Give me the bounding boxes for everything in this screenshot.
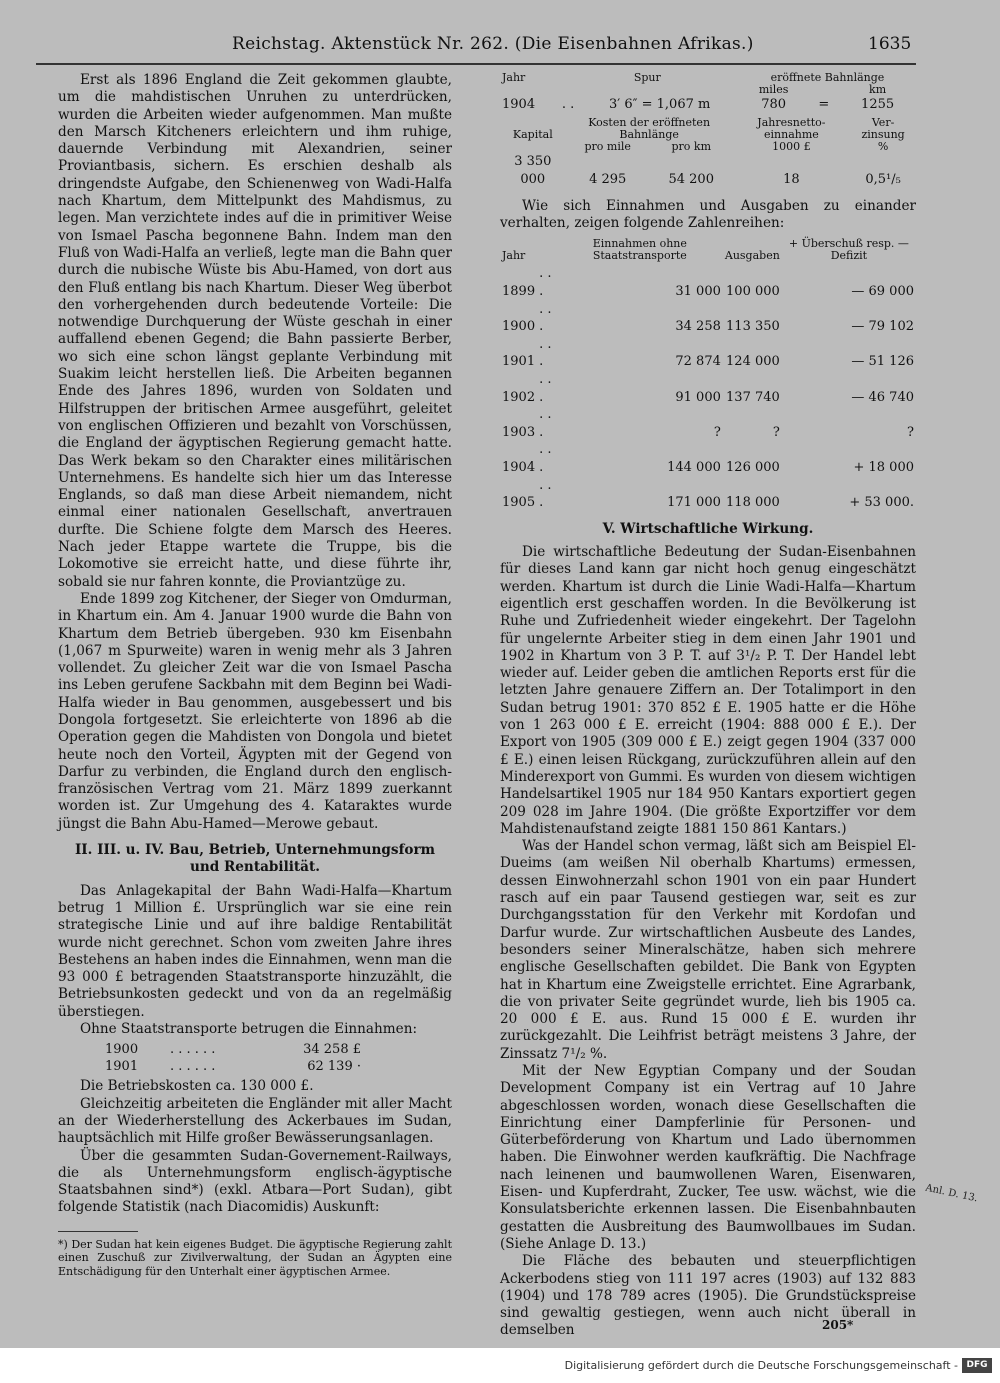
page-number: 1635	[868, 34, 912, 54]
paragraph: Was der Handel schon vermag, läßt sich am Beispiel El-Dueims (am weißen Nil oberhalb Khartums) ermessen, dessen Einwohnerzahl schon 1901 von ein paar Hundert rasch auf ein paar Tausend gestiegen war, seit es zur Durchgangsstation für den Verkehr mit Kordofan und Darfur wurde. Zur wirtschaftlichen Ausbeute des Landes, besonders seiner Mineralschätze, haben sich mehrere englische Gesellschaften gebildet. Die Bank von Egypten hat in Khartum eine Zweigstelle errichtet. Eine Agrarbank, die von privater Seite gegründet wurde, lieh bis 1905 ca. 20 000 £ E. aus. Rund 15 000 £ E. wurden ihr zurückgezahlt. Die Leihfrist beträgt meistens 3 Jahre, der Zinssatz 7¹/₂ %.	[500, 838, 916, 1062]
paragraph: Ohne Staatstransporte betrugen die Einnahmen:	[80, 1021, 418, 1038]
ausgaben-cell: 124 000	[726, 354, 780, 370]
saldo-cell: ?	[907, 424, 914, 440]
footnote: *) Der Sudan hat kein eigenes Budget. Die ägyptische Regierung zahlt einen Zuschuß zur Zivilverwaltung, der Sudan an Ägypten eine Entschädigung für den Unterhalt einer ägyptischen Armee.	[58, 1237, 452, 1278]
dfg-logo-icon: DFG	[962, 1358, 992, 1373]
pro-km-cell: 54 200	[668, 171, 714, 187]
verzinsung-cell: 0,5¹/₅	[865, 171, 901, 187]
dots-cell: . . .	[539, 336, 552, 370]
ausgaben-cell: 126 000	[726, 460, 780, 476]
ausgaben-cell: ?	[772, 424, 780, 440]
year-cell: 1902	[502, 389, 536, 405]
year-cell: 1904	[502, 460, 536, 476]
railway-stats-table	[500, 72, 916, 113]
header-cell: Spur	[633, 71, 661, 84]
section-heading: II. III. u. IV. Bau, Betrieb, Unternehmungsform und Rentabilität.	[74, 842, 436, 876]
year-cell: 1904	[502, 97, 536, 112]
footnote-rule	[58, 1231, 138, 1232]
paragraph: Das Anlagekapital der Bahn Wadi-Halfa—Khartum betrug 1 Million £. Ursprünglich war sie eine rein strategische Linie und auf ihre baldige Rentabilität wurde nicht gerechnet. Schon vom zweiten Jahre ihres Bestehens an haben indes die Einnahmen, wenn man die 93 000 £ betragenden Staatstransporte hinzuzählt, die Betriebsunkosten gedeckt und von da an regelmäßig überstiegen.	[58, 882, 452, 1020]
km-cell: 1255	[861, 97, 895, 112]
table-row	[103, 1058, 363, 1075]
einnahmen-cell: 34 258	[675, 319, 721, 335]
revenue-table	[500, 238, 916, 511]
paragraph: Die wirtschaftliche Bedeutung der Sudan-Eisenbahnen für dieses Land kann gar nicht hoch genug eingeschätzt werden. Khartum ist durch die Linie Wadi-Halfa—Khartum eigentlich erst geschaffen worden. In die Bevölkerung ist Ruhe und Zufriedenheit wieder eingekehrt. Der Tagelohn für ungelernte Arbeiter stieg in dem einen Jahr 1901 und 1902 in Khartum von 3 P. T. auf 3¹/₂ P. T. Der Handel lebt wieder auf. Leider geben die amtlichen Reports erst für die letzten Jahre genauere Ziffern an. Der Totalimport in den Sudan betrug 1901: 370 852 £ E. 1905 hatte er die Höhe von 1 263 000 £ E. erreicht (1904: 888 000 £ E.). Der Export von 1905 (309 000 £ E.) zeigt gegen 1904 (337 000 £ E.) einen leisen Rückgang, zurückzuführen allein auf den Minderexport von Gummi. Es wurden von diesem wichtigen Handelsartikel 1905 nur 184 950 Kantars exportiert gegen 209 028 im Jahre 1904. (Die größte Exportziffer vor dem Mahdistenaufstand zeigte 1881 150 861 Kantars.)	[500, 544, 916, 837]
header-cell: pro mile	[584, 140, 631, 154]
capital-table	[500, 117, 916, 188]
dots-cell: . . . . . .	[169, 1059, 216, 1075]
table-row	[500, 477, 916, 512]
table-row	[500, 406, 916, 441]
table-header-row	[500, 84, 916, 96]
dots-cell: . . .	[539, 407, 552, 440]
table-row	[500, 301, 916, 336]
table-row	[500, 371, 916, 406]
einnahmen-cell: 72 874	[675, 354, 721, 370]
einnahmen-cell: ?	[713, 424, 721, 440]
year-cell: 1900	[105, 1042, 139, 1058]
table-header-row	[500, 117, 916, 141]
signature-mark: 205*	[822, 1318, 854, 1332]
saldo-cell: — 46 740	[851, 389, 914, 405]
dots-cell: . . .	[539, 477, 552, 511]
saldo-cell: — 69 000	[851, 284, 914, 300]
page-header	[0, 34, 1000, 64]
einnahmen-cell: 171 000	[667, 495, 721, 511]
einnahmen-cell: 31 000	[675, 284, 721, 300]
header-cell: %	[877, 140, 889, 154]
header-cell: km	[869, 83, 887, 96]
table-header-row	[500, 238, 916, 265]
footer-credit: Digitalisierung gefördert durch die Deutsche Forschungsgemeinschaft -	[564, 1359, 958, 1372]
table-row	[500, 336, 916, 371]
year-cell: 1905	[502, 495, 536, 511]
paragraph: Gleichzeitig arbeiteten die Engländer mit aller Macht an der Wiederherstellung des Ackerbaues im Sudan, hauptsächlich mit Hilfe großer Bewässerungsanlagen.	[58, 1095, 452, 1147]
year-cell: 1900	[502, 319, 536, 335]
header-title: Reichstag. Aktenstück Nr. 262. (Die Eisenbahnen Afrikas.)	[232, 34, 754, 54]
table-row	[500, 441, 916, 476]
dots-cell: . . . . . .	[169, 1042, 216, 1058]
header-cell: Kosten der eröffneten Bahnlänge	[588, 116, 711, 142]
spur-cell: 3′ 6″ = 1,067 m	[609, 97, 711, 112]
dots-cell: . . .	[539, 266, 552, 300]
header-cell: Ver-zinsung	[861, 116, 905, 142]
einnahmen-table	[103, 1041, 363, 1075]
saldo-cell: — 51 126	[851, 354, 914, 370]
saldo-cell: — 79 102	[851, 319, 914, 335]
paragraph: Über die gesammten Sudan-Governement-Railways, die als Unternehmungsform englisch-ägyptische Staatsbahnen sind*) (exkl. Atbara—Port Sudan), gibt folgende Statistik (nach Diacomidis) Auskunft:	[58, 1147, 452, 1216]
header-cell: eröffnete Bahnlänge	[770, 71, 885, 84]
header-cell: Kapital	[512, 128, 553, 142]
header-cell: Jahr	[502, 71, 526, 84]
margin-note: Anl. D. 13.	[924, 1182, 979, 1205]
ausgaben-cell: 118 000	[726, 495, 780, 511]
paragraph: Die Betriebskosten ca. 130 000 £.	[80, 1078, 314, 1095]
footer-bar	[0, 1348, 1000, 1383]
ausgaben-cell: 113 350	[726, 319, 780, 335]
paragraph: Erst als 1896 England die Zeit gekommen glaubte, um die mahdistischen Unruhen zu unterdrücken, wurden die Arbeiten wieder aufgenommen. Man mußte den Marsch Kitcheners erleichtern und ihm ruhige, dauernde Verbindung mit Alexandrien, seiner Proviantbasis, sichern. Es erschien deshalb als dringendste Aufgabe, den Schienenweg von Wadi-Halfa nach Khartum, dem Mittelpunkt des Mahdismus, zu legen. Man verzichtete indes auf die in primitiver Weise von Ismael Pascha begonnene Bahn. Indem man den Fluß von Wadi-Halfa an verließ, legte man die Bahn quer durch die nubische Wüste bis Abu-Hamed, von dort aus den Fluß entlang bis nach Khartum. Dieser Weg überbot den vorhergehenden durch bedeutende Vorteile: Die notwendige Durchquerung der Wüste geschah in einer auffallend ebenen Gegend; die Bahn passierte Berber, wo sich eine schon längst geplante Verbindung mit Suakim leicht herstellen ließ. Die Arbeiten begannen Ende des Jahres 1896, wurden von Soldaten und Hilfstruppen der britischen Armee ausgeführt, geleitet von englischen Offizieren und bezahlt von Vorschüssen, die England der ägyptischen Regierung gemacht hatte. Das Werk bekam so den Charakter eines militärischen Unternehmens. Es handelte sich hier um das Interesse Englands, so daß man diese Arbeit niemandem, nicht einmal einer nationalen Gesellschaft, anvertrauen durfte. Die Schiene folgte dem Marsch des Heeres. Nach jeder Etappe wartete die Truppe, bis die Lokomotive sie erreicht hatte, und diese führte ihr, sobald sie nur fahren konnte, die Proviantzüge zu.	[58, 72, 452, 590]
header-cell: Jahresnetto-einnahme	[757, 116, 826, 142]
table-row	[500, 153, 916, 188]
header-cell: miles	[758, 83, 789, 96]
paragraph: Die Fläche des bebauten und steuerpflichtigen Ackerbodens stieg von 111 197 acres (1903) auf 132 883 (1904) und 178 789 acres (1905). Die Grundstückspreise sind gewaltig gestiegen, wenn auch nicht überall in demselben	[500, 1253, 916, 1339]
saldo-cell: + 53 000.	[849, 495, 914, 511]
header-cell: + Überschuß resp. — Defizit	[788, 237, 909, 263]
year-cell: 1901	[502, 354, 536, 370]
year-cell: 1903	[502, 424, 536, 440]
table-row	[500, 265, 916, 300]
header-cell: Ausgaben	[724, 249, 780, 263]
equals-cell: =	[818, 97, 830, 112]
section-heading: V. Wirtschaftliche Wirkung.	[602, 520, 814, 537]
year-cell: 1901	[105, 1059, 139, 1075]
dots-cell: . . .	[539, 442, 552, 476]
dots-cell: . .	[561, 97, 575, 112]
header-cell: Jahr	[502, 249, 526, 263]
header-cell: 1000 £	[772, 140, 811, 154]
einnahmen-cell: 91 000	[675, 389, 721, 405]
pro-mile-cell: 4 295	[589, 171, 627, 187]
netto-cell: 18	[783, 171, 800, 187]
kapital-cell: 3 350 000	[514, 154, 552, 187]
value-cell: 34 258 £	[303, 1042, 361, 1058]
table-row	[500, 96, 916, 113]
value-cell: 62 139 ·	[307, 1059, 361, 1075]
header-cell: Einnahmen ohne Staatstransporte	[592, 237, 687, 263]
header-rule	[36, 63, 916, 65]
dots-cell: . . .	[539, 301, 552, 335]
table-header-row	[500, 72, 916, 84]
right-column	[500, 72, 916, 1340]
miles-cell: 780	[761, 97, 787, 112]
paragraph: Ende 1899 zog Kitchener, der Sieger von Omdurman, in Khartum ein. Am 4. Januar 1900 wurde die Bahn von Khartum dem Betrieb übergeben. 930 km Eisenbahn (1,067 m Spurweite) waren in wenig mehr als 3 Jahren vollendet. Zu gleicher Zeit war die von Ismael Pascha ins Leben gerufene Sackbahn mit dem Beginn bei Wadi-Halfa wieder in Bau genommen, ausgebessert und bis Dongola fortgesetzt. Sie erleichterte von 1896 ab die Operation gegen die Mahdisten von Dongola und bietet heute noch den Vorteil, Ägypten mit der Gegend von Darfur zu verbinden, die England durch den englisch-französischen Vertrag vom 21. März 1899 zuerkannt worden ist. Zur Umgehung des 4. Kataraktes wurde jüngst die Bahn Abu-Hamed—Merowe gebaut.	[58, 590, 452, 832]
dots-cell: . . .	[539, 372, 552, 405]
paragraph: Wie sich Einnahmen und Ausgaben zu einander verhalten, zeigen folgende Zahlenreihen:	[500, 197, 916, 232]
einnahmen-cell: 144 000	[667, 460, 721, 476]
ausgaben-cell: 137 740	[726, 389, 780, 405]
year-cell: 1899	[502, 284, 536, 300]
saldo-cell: + 18 000	[853, 460, 914, 476]
header-cell: pro km	[671, 140, 711, 154]
left-column	[58, 72, 452, 1278]
ausgaben-cell: 100 000	[726, 284, 780, 300]
paragraph: Mit der New Egyptian Company und der Soudan Development Company ist ein Vertrag auf 10 Jahre abgeschlossen worden, wonach diese Gesellschaften die Einrichtung einer Dampferlinie für Personen- und Güterbeförderung von Khartum und Lado übernommen haben. Die Einwohner werden kaufkräftig. Die Nachfrage nach leinenen und baumwollenen Waren, Eisenwaren, Eisen- und Kupferdraht, Zucker, Tee usw. wächst, wie die Konsulatsberichte erkennen lassen. Die Eisenbahnbauten gestatten die Ausbreitung des Baumwollbaues im Sudan. (Siehe Anlage D. 13.)	[500, 1063, 916, 1252]
table-row	[103, 1041, 363, 1058]
